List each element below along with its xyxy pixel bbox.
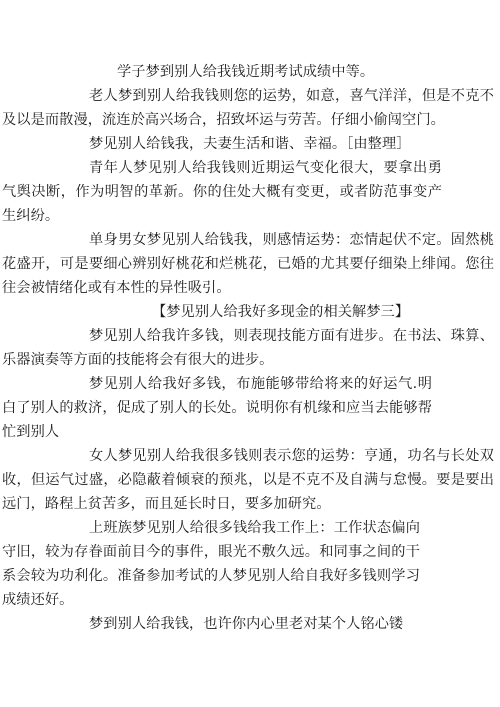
paragraph-inner-heart: 梦到别人给我钱，也许你内心里老对某个人铭心镂 <box>89 616 404 632</box>
paragraph-women: 女人梦见别人给我很多钱则表示您的运势：亨通，功名与长处双收，但运气过盛，必隐蔽着倾衰的预兆，以是不克不及自满与怠慢。要是要出远门，路程上贫苦多，而且延长时日，要多加研究。 <box>2 448 494 512</box>
paragraph-couple: 梦见别人给钱我，夫妻生活和谐、幸福。［由整理］ <box>89 136 411 152</box>
paragraph-charity: 梦见别人给我好多钱，布施能够带给将来的好运气.明白了别人的救济，促成了别人的长处。说明你有机缘和应当去能够帮忙到别人 <box>2 376 432 440</box>
paragraph-office-workers: 上班族梦见别人给很多钱给我工作上：工作状态偏向守旧，较为存眷面前目今的事件，眼光不敷久远。和同事之间的干系会较为功利化。准备参加考试的人梦见别人给自我好多钱则学习成绩还好。 <box>2 520 420 608</box>
paragraph-singles: 单身男女梦见别人给钱我，则感情运势：恋情起伏不定。固然桃花盛开，可是要细心辨别好桃花和烂桃花，已婚的尤其要仔细染上绯闻。您往往会被情绪化或有本性的异性吸引。 <box>2 232 494 296</box>
paragraph-youth: 青年人梦见别人给我钱则近期运气变化很大，要拿出勇气舆决断，作为明智的革新。你的住处大概有变更，或者防范事变产生纠纷。 <box>2 160 442 224</box>
paragraph-skills: 梦见别人给我许多钱，则表现技能方面有进步。在书法、珠算、乐器演奏等方面的技能将会有很大的进步。 <box>2 328 494 368</box>
section-heading: 【梦见别人给我好多现金的相关解梦三】 <box>152 304 410 320</box>
paragraph-student: 学子梦到别人给我钱近期考试成绩中等。 <box>117 64 375 80</box>
paragraph-elderly: 老人梦到别人给我钱则您的运势，如意，喜气洋洋，但是不克不及以是而散漫，流连於高兴场合，招致坏运与劳苦。仔细小偷闯空门。 <box>2 88 494 128</box>
